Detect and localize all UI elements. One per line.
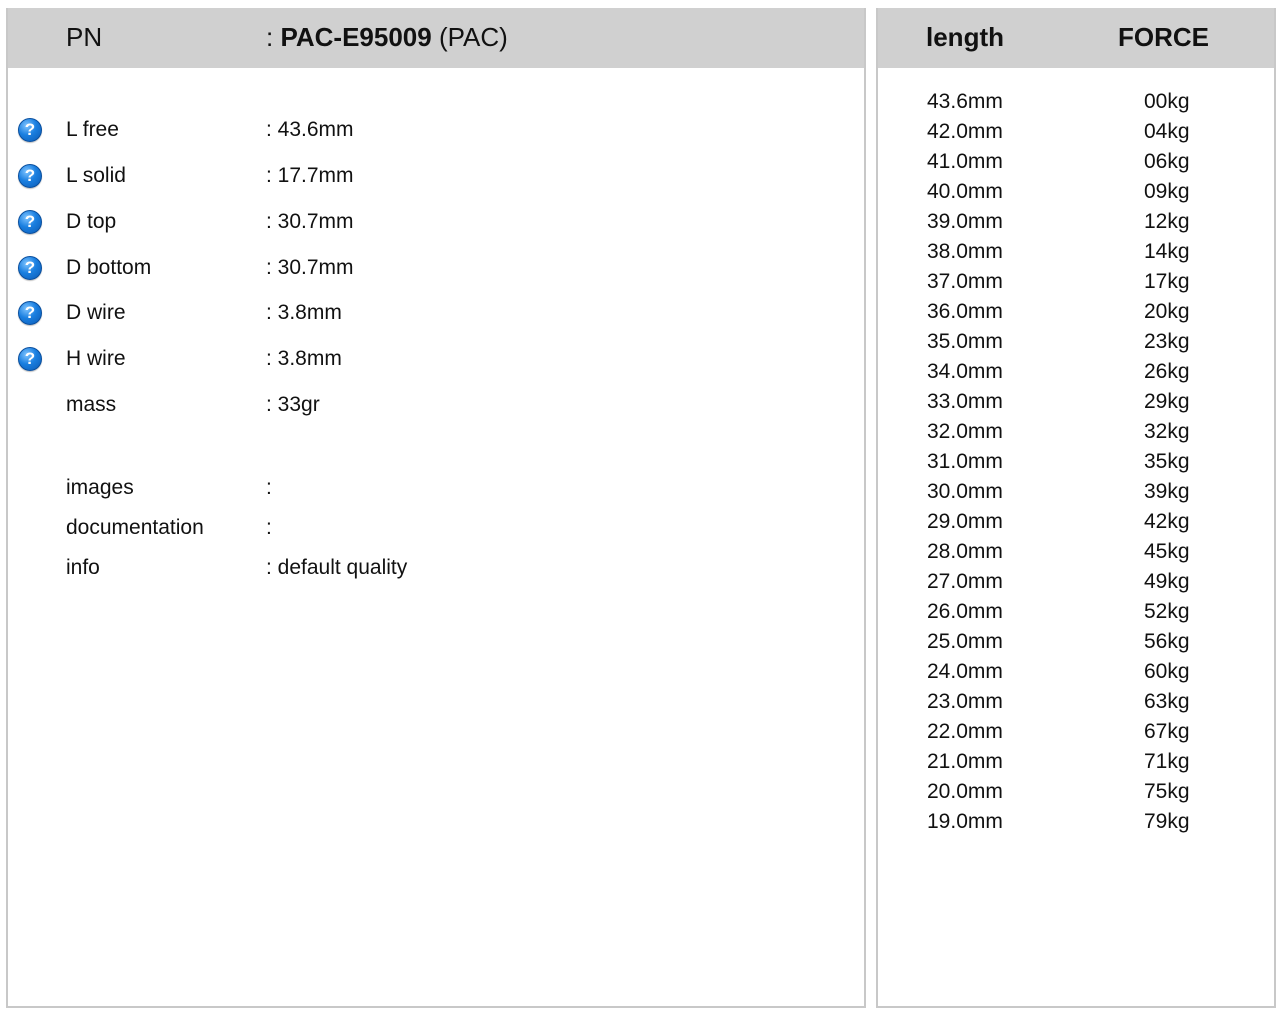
length-cell: 25.0mm [927,630,1003,653]
help-icon[interactable]: ? [18,301,42,325]
table-row [878,750,1274,780]
table-row [878,270,1274,300]
force-cell: 39kg [1144,480,1190,503]
spec-row [8,301,864,331]
length-cell: 29.0mm [927,510,1003,533]
force-cell: 26kg [1144,360,1190,383]
spec-value: : 30.7mm [266,256,354,279]
length-cell: 43.6mm [927,90,1003,113]
length-cell: 37.0mm [927,270,1003,293]
part-number: PAC-E95009 [280,22,432,52]
info-label: images [66,476,134,499]
table-row [878,780,1274,810]
spec-value: : 3.8mm [266,347,342,370]
table-row [878,420,1274,450]
table-row [878,720,1274,750]
force-cell: 32kg [1144,420,1190,443]
force-cell: 71kg [1144,750,1190,773]
length-cell: 38.0mm [927,240,1003,263]
force-cell: 17kg [1144,270,1190,293]
info-label: documentation [66,516,204,539]
force-cell: 45kg [1144,540,1190,563]
spec-label: D wire [66,301,126,324]
force-cell: 04kg [1144,120,1190,143]
pn-prefix: : [266,22,281,52]
spec-value: : 33gr [266,393,320,416]
info-value: : default quality [266,556,408,579]
force-cell: 00kg [1144,90,1190,113]
force-cell: 42kg [1144,510,1190,533]
table-row [878,540,1274,570]
spec-label: L solid [66,164,126,187]
table-row [878,630,1274,660]
length-cell: 40.0mm [927,180,1003,203]
pn-label: PN [66,22,103,52]
length-cell: 42.0mm [927,120,1003,143]
length-cell: 41.0mm [927,150,1003,173]
length-cell: 39.0mm [927,210,1003,233]
force-cell: 29kg [1144,390,1190,413]
length-column-header: length [926,22,1004,52]
length-cell: 23.0mm [927,690,1003,713]
force-cell: 75kg [1144,780,1190,803]
table-row [878,450,1274,480]
table-row [878,240,1274,270]
spec-label: L free [66,118,119,141]
help-icon[interactable]: ? [18,118,42,142]
table-row [878,570,1274,600]
length-cell: 28.0mm [927,540,1003,563]
force-cell: 49kg [1144,570,1190,593]
length-cell: 24.0mm [927,660,1003,683]
force-cell: 14kg [1144,240,1190,263]
table-row [878,150,1274,180]
length-cell: 27.0mm [927,570,1003,593]
force-cell: 12kg [1144,210,1190,233]
spec-row [8,256,864,286]
force-cell: 23kg [1144,330,1190,353]
info-value: : [266,476,272,499]
length-cell: 33.0mm [927,390,1003,413]
force-cell: 63kg [1144,690,1190,713]
force-cell: 67kg [1144,720,1190,743]
length-cell: 22.0mm [927,720,1003,743]
spec-value: : 3.8mm [266,301,342,324]
length-cell: 20.0mm [927,780,1003,803]
force-cell: 09kg [1144,180,1190,203]
length-cell: 35.0mm [927,330,1003,353]
force-cell: 06kg [1144,150,1190,173]
table-row [878,180,1274,210]
table-row [878,330,1274,360]
spec-value: : 43.6mm [266,118,354,141]
table-row [878,120,1274,150]
spec-row [8,164,864,194]
length-cell: 30.0mm [927,480,1003,503]
length-cell: 36.0mm [927,300,1003,323]
brand-name: (PAC) [431,22,508,52]
spec-label: mass [66,393,117,416]
force-table-header [878,8,1274,68]
info-label: info [66,556,100,579]
table-row [878,510,1274,540]
spec-label: H wire [66,347,126,370]
table-row [878,690,1274,720]
length-cell: 19.0mm [927,810,1003,833]
spec-row [8,347,864,377]
force-cell: 79kg [1144,810,1190,833]
info-row [8,556,864,586]
table-row [878,660,1274,690]
spec-label: D top [66,210,117,233]
length-cell: 21.0mm [927,750,1003,773]
table-row [878,360,1274,390]
table-row [878,480,1274,510]
table-row [878,810,1274,840]
spec-panel-header [8,8,864,68]
table-row [878,300,1274,330]
length-cell: 31.0mm [927,450,1003,473]
spec-label: D bottom [66,256,152,279]
info-row [8,476,864,506]
info-row [8,516,864,546]
help-icon[interactable]: ? [18,210,42,234]
force-column-header: FORCE [1118,22,1209,52]
force-cell: 52kg [1144,600,1190,623]
length-cell: 34.0mm [927,360,1003,383]
spec-row [8,118,864,148]
force-cell: 60kg [1144,660,1190,683]
table-row [878,600,1274,630]
table-row [878,390,1274,420]
length-cell: 26.0mm [927,600,1003,623]
spec-panel [6,8,866,1008]
spec-value: : 17.7mm [266,164,354,187]
table-row [878,90,1274,120]
spec-value: : 30.7mm [266,210,354,233]
force-cell: 35kg [1144,450,1190,473]
info-value: : [266,516,272,539]
force-cell: 56kg [1144,630,1190,653]
table-row [878,210,1274,240]
spec-row [8,210,864,240]
length-cell: 32.0mm [927,420,1003,443]
help-icon[interactable]: ? [18,164,42,188]
spec-row [8,393,864,423]
force-table-panel [876,8,1276,1008]
help-icon[interactable]: ? [18,256,42,280]
help-icon[interactable]: ? [18,347,42,371]
force-cell: 20kg [1144,300,1190,323]
pn-value [266,22,508,53]
